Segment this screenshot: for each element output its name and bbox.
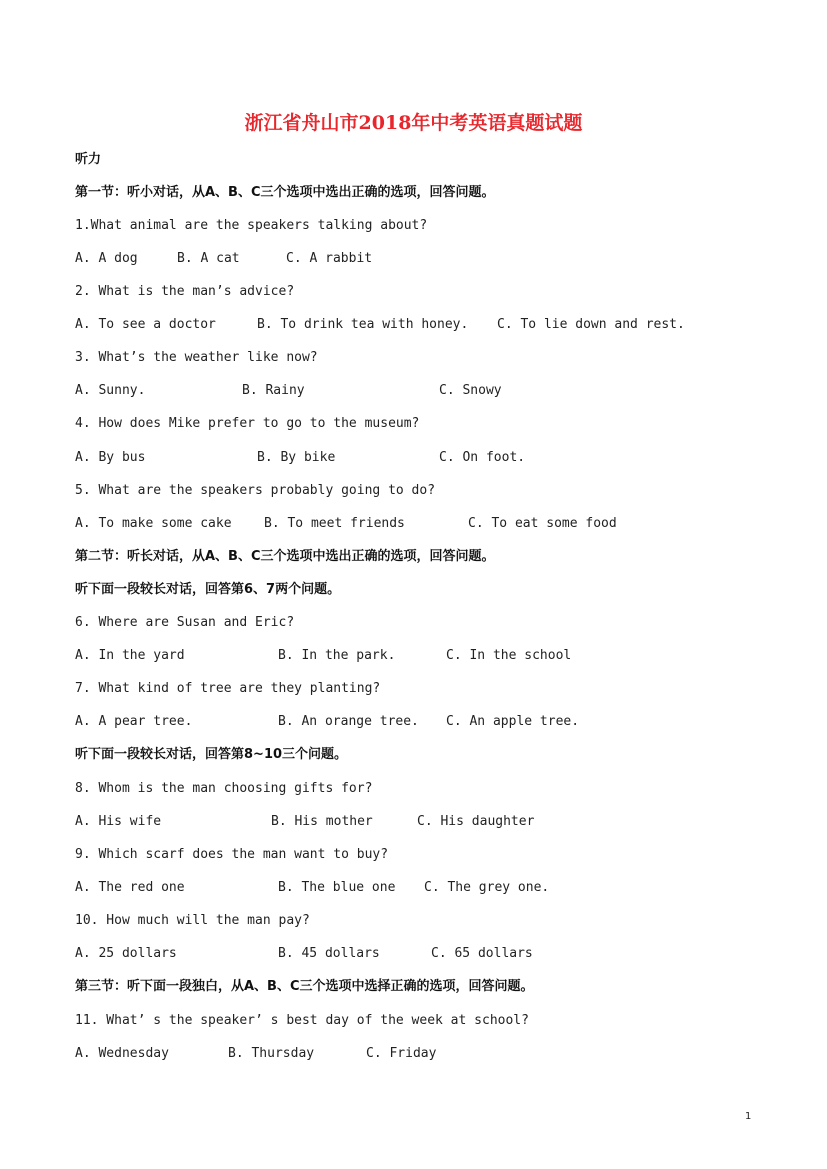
option-11b: B. Thursday [228,1046,315,1061]
part2-subheading-2: 听下面一段较长对话，回答第8~10三个问题。 [75,747,348,762]
question-4: 4. How does Mike prefer to go to the museum? [75,416,420,431]
option-10b: B. 45 dollars [278,946,380,961]
option-1a: A. A dog [75,251,138,266]
option-11c: C. Friday [366,1046,437,1061]
option-10a: A. 25 dollars [75,946,177,961]
question-5: 5. What are the speakers probably going to do? [75,483,436,498]
option-6a: A. In the yard [75,648,185,663]
option-2a: A. To see a doctor [75,317,216,332]
option-9a: A. The red one [75,880,185,895]
option-3c: C. Snowy [439,383,502,398]
option-2b: B. To drink tea with honey. [257,317,469,332]
option-9b: B. The blue one [278,880,396,895]
question-6: 6. Where are Susan and Eric? [75,615,295,630]
option-4a: A. By bus [75,450,146,465]
question-9: 9. Which scarf does the man want to buy? [75,847,389,862]
question-11: 11. What’ s the speaker’ s best day of the week at school? [75,1013,529,1028]
option-7c: C. An apple tree. [446,714,580,729]
option-3a: A. Sunny. [75,383,146,398]
question-3: 3. What’s the weather like now? [75,350,318,365]
part2-heading: 第二节：听长对话，从A、B、C三个选项中选出正确的选项，回答问题。 [75,549,495,564]
option-8b: B. His mother [271,814,373,829]
question-7: 7. What kind of tree are they planting? [75,681,381,696]
option-5c: C. To eat some food [468,516,617,531]
option-6c: C. In the school [446,648,572,663]
option-10c: C. 65 dollars [431,946,533,961]
option-1c: C. A rabbit [286,251,373,266]
option-7a: A. A pear tree. [75,714,193,729]
question-10: 10. How much will the man pay? [75,913,310,928]
section-heading-listening: 听力 [75,152,102,167]
option-4c: C. On foot. [439,450,526,465]
option-1b: B. A cat [177,251,240,266]
option-4b: B. By bike [257,450,336,465]
question-1: 1.What animal are the speakers talking about? [75,218,428,233]
part3-heading: 第三节：听下面一段独白，从A、B、C三个选项中选择正确的选项，回答问题。 [75,979,534,994]
question-2: 2. What is the man’s advice? [75,284,295,299]
part1-heading: 第一节：听小对话，从A、B、C三个选项中选出正确的选项，回答问题。 [75,185,495,200]
option-8c: C. His daughter [417,814,535,829]
option-7b: B. An orange tree. [278,714,419,729]
option-2c: C. To lie down and rest. [497,317,685,332]
option-8a: A. His wife [75,814,162,829]
page-title: 浙江省舟山市2018年中考英语真题试题 [244,112,583,134]
option-6b: B. In the park. [278,648,396,663]
option-5a: A. To make some cake [75,516,232,531]
option-11a: A. Wednesday [75,1046,169,1061]
part2-subheading-1: 听下面一段较长对话，回答第6、7两个问题。 [75,582,341,597]
question-8: 8. Whom is the man choosing gifts for? [75,781,373,796]
page-number: 1 [745,1111,752,1122]
option-5b: B. To meet friends [264,516,405,531]
option-3b: B. Rainy [242,383,305,398]
option-9c: C. The grey one. [424,880,550,895]
